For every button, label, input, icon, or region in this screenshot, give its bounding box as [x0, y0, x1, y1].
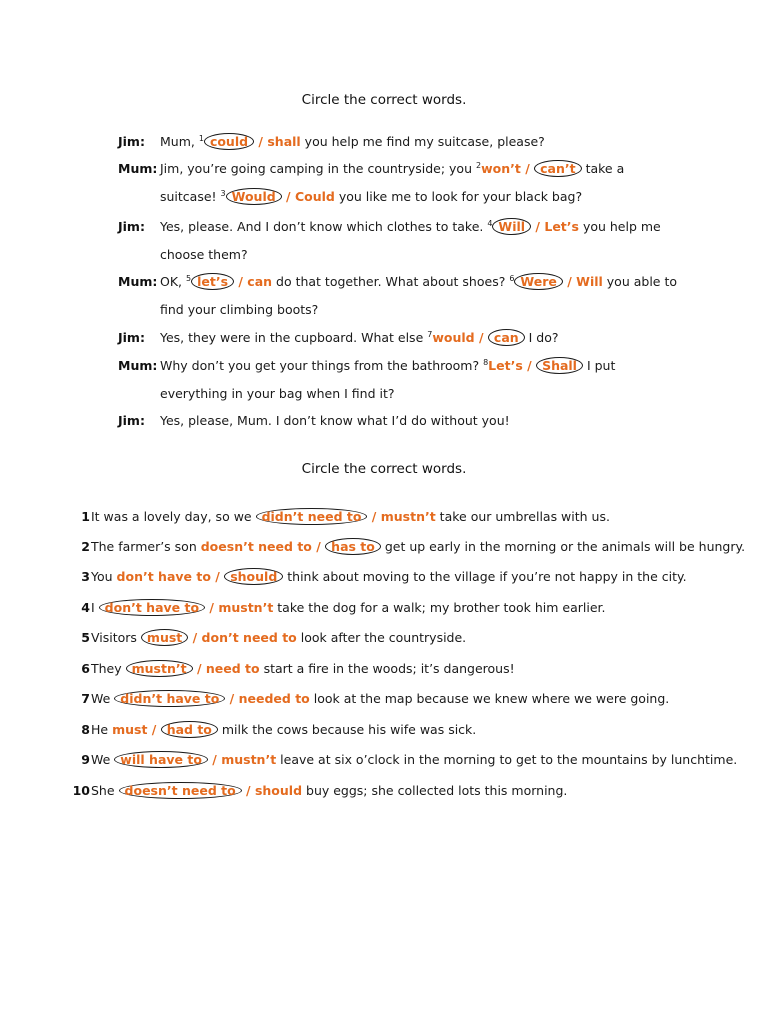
answer-option-circled[interactable]: has to	[325, 538, 381, 555]
exercise-item: 1 It was a lovely day, so we didn’t need to / mustn’t take our umbrellas with us.	[60, 508, 90, 526]
exercise-item: 8 He must / had to milk the cows because his wife was sick.	[60, 721, 90, 739]
answer-option[interactable]: needed to	[238, 691, 310, 706]
answer-option-circled[interactable]: Would	[226, 188, 282, 205]
item-number: 10	[72, 783, 90, 798]
dialogue-line-5: Jim: Yes, they were in the cupboard. What else $^7$would / can I do?	[118, 329, 559, 345]
answer-option-circled[interactable]: Were	[514, 273, 562, 290]
exercise-item: 3 You don’t have to / should think about moving to the village if you’re not happy in the city.	[60, 568, 90, 586]
answer-option-circled[interactable]: can	[488, 329, 525, 346]
speaker-label: Jim:	[118, 134, 145, 149]
answer-option[interactable]: Let’s	[488, 358, 523, 373]
item-number: 4	[81, 600, 90, 615]
answer-option[interactable]: can	[247, 274, 273, 289]
answer-option[interactable]: won’t	[481, 161, 521, 176]
dialogue-line-2: Mum: Jim, you’re going camping in the countryside; you $^2$won’t / can’t take a	[118, 160, 625, 176]
answer-option[interactable]: mustn’t	[221, 752, 277, 767]
dialogue-line-6: Mum: Why don’t you get your things from the bathroom? $^8$Let’s / Shall I put	[118, 357, 616, 373]
answer-option[interactable]: Let’s	[544, 219, 579, 234]
answer-option-circled[interactable]: Shall	[536, 357, 583, 374]
answer-option-circled[interactable]: don’t have to	[99, 599, 205, 616]
item-number: 6	[81, 661, 90, 676]
item-number: 7	[81, 691, 90, 706]
answer-option-circled[interactable]: should	[224, 568, 283, 585]
item-number: 8	[81, 722, 90, 737]
answer-option-circled[interactable]: must	[141, 629, 188, 646]
speaker-label: Mum:	[118, 161, 158, 176]
answer-option[interactable]: mustn’t	[218, 600, 274, 615]
answer-option[interactable]: don’t need to	[201, 630, 297, 645]
answer-option-circled[interactable]: didn’t have to	[114, 690, 225, 707]
exercise-1-title: Circle the correct words.	[301, 92, 467, 108]
answer-option[interactable]: Will	[576, 274, 603, 289]
answer-option[interactable]: would	[432, 330, 475, 345]
exercise-item: 7 We didn’t have to / needed to look at the map because we knew where we were going.	[60, 690, 90, 708]
dialogue-line-4-cont: find your climbing boots?	[160, 302, 319, 317]
answer-option[interactable]: mustn’t	[380, 509, 436, 524]
answer-option-circled[interactable]: will have to	[114, 751, 208, 768]
answer-option-circled[interactable]: mustn’t	[126, 660, 193, 677]
dialogue-line-7: Jim: Yes, please, Mum. I don’t know what I’d do without you!	[118, 413, 510, 428]
exercise-item: 9 We will have to / mustn’t leave at six o’clock in the morning to get to the mountains by lunchtime.	[60, 751, 90, 769]
speaker-label: Mum:	[118, 274, 158, 289]
item-number: 3	[81, 569, 90, 584]
item-number: 5	[81, 630, 90, 645]
answer-option[interactable]: need to	[205, 661, 260, 676]
answer-option-circled[interactable]: could	[204, 133, 254, 150]
dialogue-line-3: Jim: Yes, please. And I don’t know which clothes to take. $^4$ Will / Let’s you help me	[118, 218, 661, 234]
answer-option-circled[interactable]: had to	[161, 721, 218, 738]
dialogue-line-1: Jim: Mum, $^1$ could / shall you help me find my suitcase, please?	[118, 133, 545, 149]
answer-option[interactable]: shall	[267, 134, 301, 149]
dialogue-line-6-cont: everything in your bag when I find it?	[160, 386, 395, 401]
answer-option-circled[interactable]: didn’t need to	[256, 508, 368, 525]
answer-option[interactable]: should	[254, 783, 303, 798]
answer-option[interactable]: don’t have to	[116, 569, 211, 584]
answer-option-circled[interactable]: doesn’t need to	[119, 782, 242, 799]
item-number: 2	[81, 539, 90, 554]
speaker-label: Jim:	[118, 330, 145, 345]
dialogue-line-3-cont: choose them?	[160, 247, 248, 262]
item-number: 1	[81, 509, 90, 524]
exercise-item: 5 Visitors must / don’t need to look after the countryside.	[60, 629, 90, 647]
speaker-label: Jim:	[118, 219, 145, 234]
exercise-item: 2 The farmer’s son doesn’t need to / has to get up early in the morning or the animals will be hungry.	[60, 538, 90, 556]
item-number: 9	[81, 752, 90, 767]
exercise-item: 4 I don’t have to / mustn’t take the dog for a walk; my brother took him earlier.	[60, 599, 90, 617]
answer-option[interactable]: must	[112, 722, 148, 737]
exercise-item: 6 They mustn’t / need to start a fire in the woods; it’s dangerous!	[60, 660, 90, 678]
speaker-label: Jim:	[118, 413, 145, 428]
exercise-2-title: Circle the correct words.	[301, 461, 467, 477]
answer-option[interactable]: doesn’t need to	[200, 539, 312, 554]
answer-option-circled[interactable]: Will	[492, 218, 531, 235]
dialogue-line-2-cont: suitcase! $^3$ Would / Could you like me to look for your black bag?	[160, 188, 583, 204]
answer-option[interactable]: Could	[294, 189, 335, 204]
answer-option-circled[interactable]: can’t	[534, 160, 581, 177]
answer-option-circled[interactable]: let’s	[191, 273, 234, 290]
speaker-label: Mum:	[118, 358, 158, 373]
dialogue-line-4: Mum: OK, $^5$ let’s / can do that together. What about shoes? $^6$ Were / Will you able to	[118, 273, 678, 289]
exercise-item: 10 She doesn’t need to / should buy eggs; she collected lots this morning.	[60, 782, 90, 800]
